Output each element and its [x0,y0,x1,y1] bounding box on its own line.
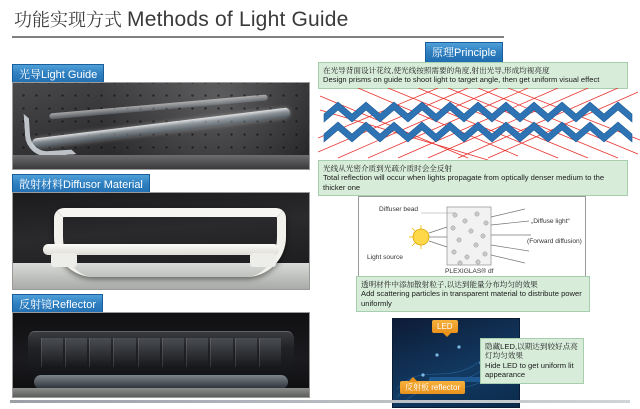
footer-divider [10,400,630,403]
title-divider [12,36,504,38]
reflector-cell [259,338,281,367]
reflector-cell [186,338,208,367]
photo-reflector [12,312,310,398]
note-scattering [356,276,590,312]
diffusor-bar [43,244,280,255]
diffusion-diagram [358,196,586,278]
note-hide-led-en: Hide LED to get uniform lit appearance [485,360,574,380]
callout-led-label: LED [437,322,453,331]
note-hide-led [480,338,584,384]
section-label-reflector-zh: 反射镜 [19,299,52,311]
callout-reflector-label-en: reflector [431,383,461,392]
section-label-principle [425,42,503,64]
diffusion-label-source: Light source [367,254,403,261]
note-total-reflection [318,160,628,196]
light-source-icon [413,229,429,245]
note-scattering-en: Add scattering particles in transparent material to distribute power uniformly [361,289,582,308]
diffusion-label-diffuse: „Diffuse light“ [531,218,570,225]
page-title [14,6,349,32]
bench-edge [13,155,309,169]
photo-reflector-ground [13,388,309,397]
ray-diagram [318,88,640,160]
note-hide-led-zh: 隐藏LED,以期达到较好点亮灯均匀效果 [485,342,578,361]
reflector-cell [41,338,63,367]
callout-led [432,320,458,333]
callout-reflector-label-zh: 反射板 [405,383,429,392]
diffusion-label-bead: Diffuser bead [379,206,419,213]
note-tir-zh: 光线从光密介质到光疏介质时会全反射 [323,164,453,173]
reflector-cell [210,338,232,367]
reflector-cells [40,338,283,367]
page-title-en: Methods of Light Guide [127,8,349,31]
note-prism-zh: 在光导背面设计花纹,使光线按照需要的角度,射出光导,形成均视亮度 [323,66,550,75]
reflector-cell [113,338,135,367]
diffusion-label-forward: (Forward diffusion) [527,238,582,245]
section-label-light-guide-en: Light Guide [41,69,98,81]
section-label-diffusor-en: Diffusor Material [63,179,143,191]
diffusor-foot-left [51,253,77,267]
callout-reflector [400,381,465,394]
diffusion-label-material: PLEXIGLAS® df [445,268,494,275]
section-label-diffusor-zh: 散射材料 [19,179,63,191]
reflector-lens [34,375,289,388]
photo-light-guide [12,82,310,170]
reflector-cell [138,338,160,367]
reflector-cell [65,338,87,367]
note-prism-en: Design prisms on guide to shoot light to target angle, then get uniform visual effect [323,75,600,85]
reflector-cell [162,338,184,367]
reflector-cell [89,338,111,367]
photo-diffusor-material [12,192,310,290]
note-prism [318,62,628,89]
reflector-cell [235,338,257,367]
note-tir-en: Total reflection will occur when lights propagate from optically denser medium to the thicker one [323,173,605,192]
diffusor-foot-right [250,253,276,267]
section-label-light-guide-zh: 光导 [19,69,41,81]
section-label-principle-zh: 原理 [432,47,454,59]
section-label-principle-en: Principle [454,47,497,59]
note-scattering-zh: 透明材件中添加散射粒子,以达到能量分布均匀的效果 [361,280,538,289]
page-title-zh: 功能实现方式 [14,10,128,30]
section-label-reflector-en: Reflector [52,299,97,311]
